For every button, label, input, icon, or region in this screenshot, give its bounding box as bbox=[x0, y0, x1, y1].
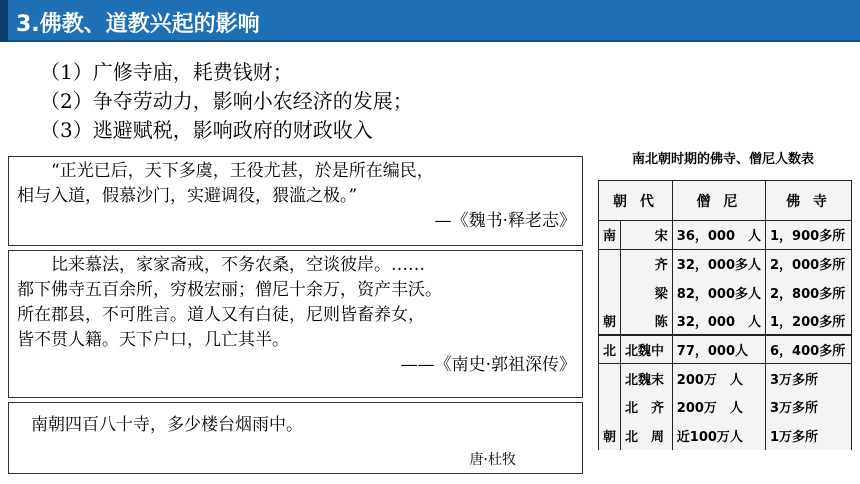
title-accent-stripe bbox=[0, 0, 8, 42]
table-row bbox=[599, 335, 852, 364]
table-header-monks: 僧 尼 bbox=[672, 181, 765, 221]
group-label: 南 bbox=[599, 221, 621, 250]
impact-point: （3）逃避赋税，影响政府的财政收入 bbox=[40, 118, 373, 142]
temples-cell: 6，400多所 bbox=[766, 335, 852, 364]
monks-cell: 82，000多人 bbox=[672, 278, 765, 307]
monks-cell: 32，000多人 bbox=[672, 249, 765, 278]
temples-cell: 1，200多所 bbox=[766, 307, 852, 336]
table-row bbox=[599, 249, 852, 278]
quote-source: ——《南史·郭祖深传》 bbox=[400, 355, 576, 375]
quote-box-weishu bbox=[8, 156, 583, 246]
quote-line: 皆不贯人籍。天下户口，几亡其半。 bbox=[17, 330, 289, 350]
group-label bbox=[599, 249, 621, 278]
group-label: 北 bbox=[599, 335, 621, 364]
dynasty-cell: 北魏中 bbox=[621, 335, 673, 364]
quote-box-dumu bbox=[8, 402, 583, 474]
poem-author: 唐·杜牧 bbox=[469, 452, 516, 468]
temples-cell: 3万多所 bbox=[766, 393, 852, 422]
monks-cell: 近100万人 bbox=[672, 421, 765, 450]
quote-line: 都下佛寺五百余所，穷极宏丽；僧尼十余万，资产丰沃。 bbox=[17, 280, 442, 300]
dynasty-cell: 梁 bbox=[621, 278, 673, 307]
table-row bbox=[599, 307, 852, 336]
quote-source: —《魏书·释老志》 bbox=[434, 211, 576, 231]
table-row bbox=[599, 221, 852, 250]
section-title-bar bbox=[0, 0, 860, 42]
group-label bbox=[599, 364, 621, 393]
table-row bbox=[599, 364, 852, 393]
temples-cell: 3万多所 bbox=[766, 364, 852, 393]
quote-box-nanshi bbox=[8, 250, 583, 398]
table-row bbox=[599, 393, 852, 422]
dynasty-cell: 宋 bbox=[621, 221, 673, 250]
temples-cell: 1万多所 bbox=[766, 421, 852, 450]
dynasty-cell: 北魏末 bbox=[621, 364, 673, 393]
quote-line: 相与入道，假慕沙门，实避调役，猥滥之极。” bbox=[17, 186, 358, 206]
quote-line: 所在郡县，不可胜言。道人又有白徒，尼则皆畜养女， bbox=[17, 305, 425, 325]
temples-cell: 2，000多所 bbox=[766, 249, 852, 278]
dynasty-cell: 北 周 bbox=[621, 421, 673, 450]
table-title: 南北朝时期的佛寺、僧尼人数表 bbox=[631, 152, 814, 167]
temples-cell: 1，900多所 bbox=[766, 221, 852, 250]
table-header-dynasty: 朝 代 bbox=[599, 181, 673, 221]
monks-cell: 200万 人 bbox=[672, 393, 765, 422]
poem-line: 南朝四百八十寺，多少楼台烟雨中。 bbox=[31, 415, 303, 435]
temple-monk-table bbox=[598, 180, 852, 450]
monks-cell: 36，000 人 bbox=[672, 221, 765, 250]
quote-line: “正光已后，天下多虞，王役尤甚，於是所在编民， bbox=[51, 161, 434, 181]
table-header-temples: 佛 寺 bbox=[766, 181, 852, 221]
table-header-row bbox=[599, 181, 852, 221]
dynasty-cell: 陈 bbox=[621, 307, 673, 336]
table-row bbox=[599, 278, 852, 307]
table-row bbox=[599, 421, 852, 450]
group-label bbox=[599, 278, 621, 307]
group-label bbox=[599, 393, 621, 422]
group-label: 朝 bbox=[599, 421, 621, 450]
monks-cell: 77，000人 bbox=[672, 335, 765, 364]
group-label: 朝 bbox=[599, 307, 621, 336]
monks-cell: 32，000 人 bbox=[672, 307, 765, 336]
impact-points bbox=[40, 58, 413, 145]
monks-cell: 200万 人 bbox=[672, 364, 765, 393]
impact-point: （2）争夺劳动力，影响小农经济的发展； bbox=[40, 89, 413, 113]
section-title: 3.佛教、道教兴起的影响 bbox=[16, 12, 260, 37]
impact-point: （1）广修寺庙，耗费钱财； bbox=[40, 60, 293, 84]
temples-cell: 2，800多所 bbox=[766, 278, 852, 307]
dynasty-cell: 北 齐 bbox=[621, 393, 673, 422]
quote-line: 比来慕法，家家斋戒，不务农桑，空谈彼岸。…… bbox=[51, 255, 425, 275]
dynasty-cell: 齐 bbox=[621, 249, 673, 278]
